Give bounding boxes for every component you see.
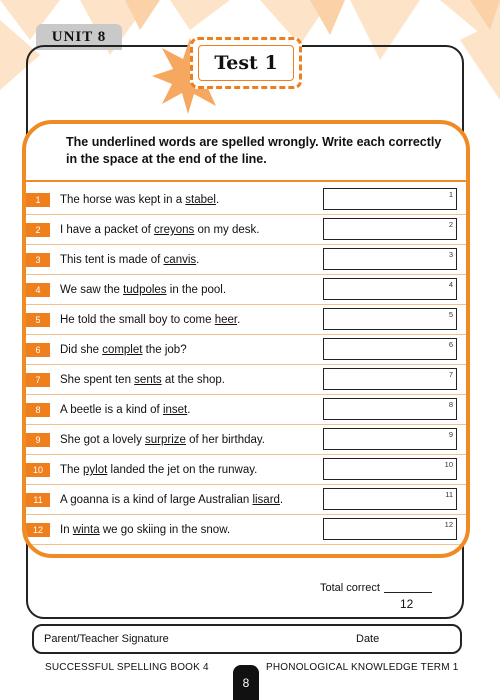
question-text-before: This tent is made of bbox=[60, 254, 164, 266]
misspelled-word: pylot bbox=[83, 464, 108, 476]
question-text-after: . bbox=[187, 404, 191, 416]
question-row bbox=[26, 275, 470, 305]
misspelled-word: heer bbox=[214, 314, 238, 326]
question-text-before: He told the small boy to come bbox=[60, 314, 215, 326]
answer-box[interactable] bbox=[323, 458, 457, 480]
questions-panel bbox=[22, 120, 470, 558]
answer-box[interactable] bbox=[323, 248, 457, 270]
signature-label: Parent/Teacher Signature bbox=[44, 633, 169, 645]
answer-box-number: 1 bbox=[448, 190, 453, 199]
page-number: 8 bbox=[233, 665, 259, 700]
answer-box-number: 10 bbox=[444, 460, 453, 469]
answer-box[interactable] bbox=[323, 428, 457, 450]
answer-box-number: 4 bbox=[448, 280, 453, 289]
question-number: 7 bbox=[26, 373, 50, 387]
question-row bbox=[26, 215, 470, 245]
question-text bbox=[60, 463, 257, 478]
question-row bbox=[26, 425, 470, 455]
question-text-after: at the shop. bbox=[161, 374, 225, 386]
total-correct-label: Total correct bbox=[320, 582, 380, 594]
row-divider bbox=[26, 544, 470, 545]
date-label: Date bbox=[356, 633, 380, 645]
question-text bbox=[60, 343, 187, 358]
question-text bbox=[60, 403, 190, 418]
question-text-before: The bbox=[60, 464, 84, 476]
answer-box[interactable] bbox=[323, 338, 457, 360]
question-row bbox=[26, 395, 470, 425]
question-text-after: in the pool. bbox=[166, 284, 227, 296]
question-text bbox=[60, 523, 230, 538]
misspelled-word: winta bbox=[72, 524, 100, 536]
answer-box[interactable] bbox=[323, 488, 457, 510]
question-number: 8 bbox=[26, 403, 50, 417]
question-text-before: I have a packet of bbox=[60, 224, 154, 236]
question-row bbox=[26, 335, 470, 365]
question-text-after: . bbox=[237, 314, 241, 326]
question-text-before: The horse was kept in a bbox=[60, 194, 186, 206]
answer-box-number: 2 bbox=[448, 220, 453, 229]
answer-box-number: 7 bbox=[448, 370, 453, 379]
question-text bbox=[60, 433, 265, 448]
question-text-after: landed the jet on the runway. bbox=[107, 464, 258, 476]
question-number: 9 bbox=[26, 433, 50, 447]
answer-box[interactable] bbox=[323, 188, 457, 210]
misspelled-word: canvis bbox=[163, 254, 197, 266]
question-text-before: A beetle is a kind of bbox=[60, 404, 163, 416]
question-text bbox=[60, 223, 259, 238]
question-text-before: A goanna is a kind of large Australian bbox=[60, 494, 253, 506]
unit-label: UNIT 8 bbox=[36, 24, 122, 50]
question-row bbox=[26, 365, 470, 395]
misspelled-word: lisard bbox=[252, 494, 280, 506]
question-text bbox=[60, 253, 199, 268]
total-possible: 12 bbox=[400, 597, 414, 611]
answer-box-number: 5 bbox=[448, 310, 453, 319]
answer-box[interactable] bbox=[323, 218, 457, 240]
misspelled-word: stabel bbox=[185, 194, 216, 206]
question-text-after: the job? bbox=[142, 344, 187, 356]
question-text-after: . bbox=[196, 254, 200, 266]
signature-box bbox=[32, 624, 462, 654]
misspelled-word: surprize bbox=[145, 434, 186, 446]
question-text-before: She spent ten bbox=[60, 374, 135, 386]
instructions-text: The underlined words are spelled wrongly. Write each correctly in the space at the end of the line. bbox=[66, 135, 442, 166]
question-text-before: We saw the bbox=[60, 284, 124, 296]
misspelled-word: tudpoles bbox=[123, 284, 167, 296]
total-correct bbox=[320, 582, 432, 594]
question-text-after: we go skiing in the snow. bbox=[99, 524, 231, 536]
question-text-after: . bbox=[279, 494, 284, 506]
question-text-before: Did she bbox=[60, 344, 103, 356]
page-title: Test 1 bbox=[198, 45, 294, 81]
question-number: 10 bbox=[26, 463, 50, 477]
misspelled-word: creyons bbox=[153, 224, 195, 236]
total-correct-blank[interactable] bbox=[384, 592, 432, 593]
answer-box-number: 12 bbox=[444, 520, 453, 529]
answer-box-number: 11 bbox=[445, 490, 453, 499]
question-text-before: She got a lovely bbox=[60, 434, 146, 446]
answer-box[interactable] bbox=[323, 518, 457, 540]
question-number: 6 bbox=[26, 343, 50, 357]
question-row bbox=[26, 245, 470, 275]
footer-section-title: PHONOLOGICAL KNOWLEDGE TERM 1 bbox=[266, 662, 459, 673]
answer-box[interactable] bbox=[323, 308, 457, 330]
footer-book-title: SUCCESSFUL SPELLING BOOK 4 bbox=[45, 662, 209, 673]
question-text bbox=[60, 493, 283, 508]
answer-box[interactable] bbox=[323, 398, 457, 420]
question-number: 3 bbox=[26, 253, 50, 267]
question-number: 2 bbox=[26, 223, 50, 237]
misspelled-word: complet bbox=[102, 344, 143, 356]
question-row bbox=[26, 485, 470, 515]
question-number: 11 bbox=[26, 493, 50, 507]
answer-box-number: 9 bbox=[448, 430, 453, 439]
question-text-after: of her birthday. bbox=[185, 434, 265, 446]
question-row bbox=[26, 455, 470, 485]
question-text-before: In bbox=[60, 524, 73, 536]
question-text-after: on my desk. bbox=[194, 224, 260, 236]
question-row bbox=[26, 305, 470, 335]
question-number: 1 bbox=[26, 193, 50, 207]
question-row bbox=[26, 185, 470, 215]
test-title-box bbox=[190, 37, 302, 89]
answer-box[interactable] bbox=[323, 368, 457, 390]
question-text bbox=[60, 283, 226, 298]
question-text bbox=[60, 193, 219, 208]
misspelled-word: sents bbox=[134, 374, 162, 386]
question-number: 5 bbox=[26, 313, 50, 327]
question-number: 4 bbox=[26, 283, 50, 297]
answer-box-number: 6 bbox=[448, 340, 453, 349]
misspelled-word: inset bbox=[162, 404, 188, 416]
answer-box[interactable] bbox=[323, 278, 457, 300]
question-text-after: . bbox=[215, 194, 220, 206]
question-text bbox=[60, 373, 225, 388]
question-number: 12 bbox=[26, 523, 50, 537]
instructions-divider bbox=[26, 180, 466, 182]
answer-box-number: 8 bbox=[448, 400, 453, 409]
question-row bbox=[26, 515, 470, 545]
answer-box-number: 3 bbox=[448, 250, 453, 259]
question-text bbox=[60, 313, 240, 328]
